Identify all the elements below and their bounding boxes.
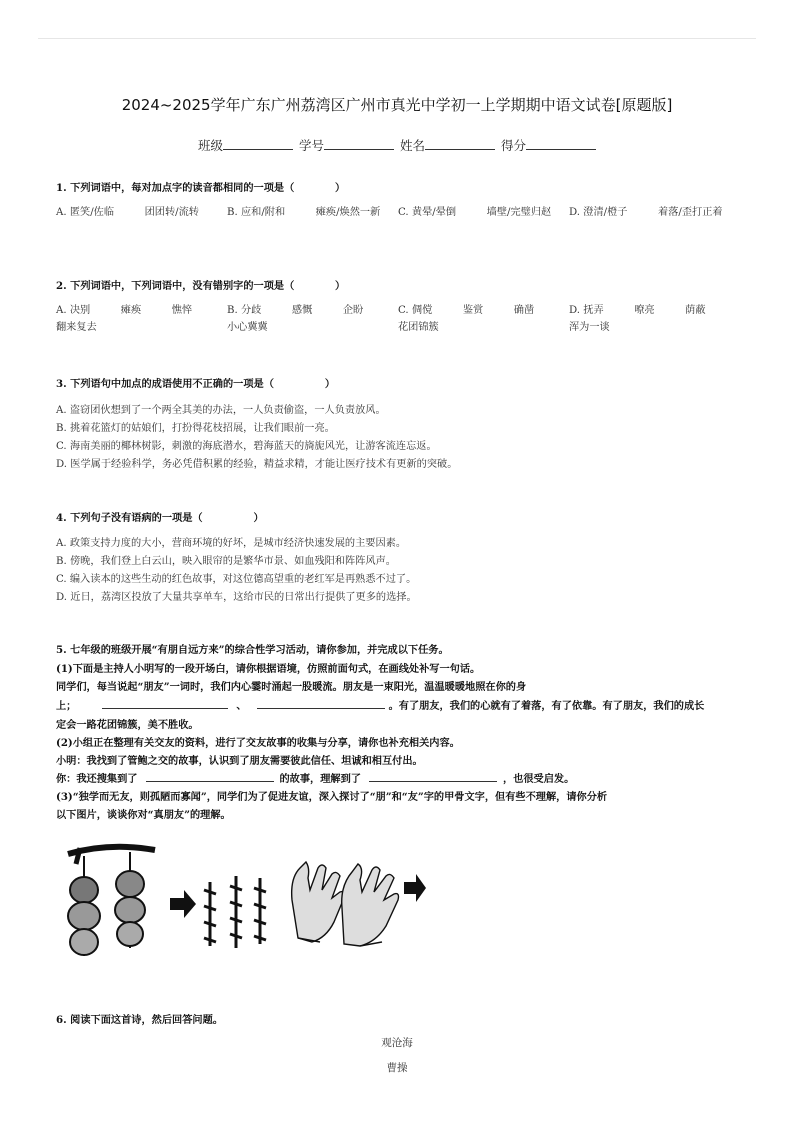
q1-option-c[interactable]: C. 黄晕/晕倒 墙壁/完璧归赵 — [398, 207, 552, 218]
q5-blank-3[interactable] — [146, 772, 274, 782]
q4-option-b[interactable]: B. 傍晚，我们登上白云山，映入眼帘的是繁华市景、如血残阳和阵阵风声。 — [56, 556, 396, 567]
q5-part-3: (3)“独学而无友，则孤陋而寡闻”，同学们为了促进友谊，深入探讨了“朋”和“友”字的甲骨文字，但有些不理解，请你分析 — [56, 791, 608, 803]
question-1-options — [56, 204, 756, 221]
question-6-stem: 6. 阅读下面这首诗，然后回答问题。 — [56, 1014, 223, 1026]
top-divider — [38, 38, 756, 39]
q5-part-2: (2)小组正在整理有关交友的资料，进行了交友故事的收集与分享，请你也补充相关内容。 — [56, 737, 460, 749]
q2-option-a[interactable]: A. 决别 瘫痪 憔悴 翻来复去 — [56, 305, 223, 333]
q1-option-a[interactable]: A. 匿笑/佐临 团团转/流转 — [56, 207, 199, 218]
q4-option-a[interactable]: A. 政策支持力度的大小，营商环境的好坏，是城市经济快速发展的主要因素。 — [56, 538, 407, 549]
question-2-options — [56, 302, 756, 336]
name-blank[interactable] — [425, 139, 495, 150]
q2-option-c[interactable]: C. 倜傥 鉴赏 确凿 花团锦簇 — [398, 305, 565, 333]
name-label: 姓名 — [399, 138, 425, 153]
q3-option-b[interactable]: B. 挑着花篮灯的姑娘们，打扮得花枝招展，让我们眼前一亮。 — [56, 423, 335, 434]
oracle-bone-figures — [60, 838, 440, 966]
q5-part-2-text-a: 小明：我找到了管鲍之交的故事，认识到了朋友需要彼此信任、坦诚和相互付出。 — [56, 755, 423, 767]
name-field[interactable] — [400, 136, 495, 154]
q5-part-1: (1)下面是主持人小明写的一段开场白，请你根据语境，仿照前面句式，在画线处补写一句话。 — [56, 663, 481, 675]
q2-option-d[interactable]: D. 抚弄 嘹亮 荫蔽 浑为一谈 — [569, 305, 737, 333]
q4-option-c[interactable]: C. 编入读本的这些生动的红色故事，对这位德高望重的老红军是再熟悉不过了。 — [56, 574, 417, 585]
question-2-stem: 2. 下列词语中，下列词语中，没有错别字的一项是（ ） — [56, 280, 346, 292]
q5-part-1-text-b — [56, 697, 704, 712]
student-id-field[interactable] — [299, 136, 394, 154]
q5-text-b-pre: 上； — [56, 700, 77, 712]
peng-shells-pictograph — [68, 847, 155, 956]
class-field[interactable] — [198, 136, 293, 154]
score-blank[interactable] — [526, 139, 596, 150]
q5-text-2b-post: ，也很受启发。 — [503, 773, 575, 785]
q2-option-b[interactable]: B. 分歧 感慨 企盼 小心冀冀 — [227, 305, 394, 333]
question-3-stem: 3. 下列语句中加点的成语使用不正确的一项是（ ） — [56, 378, 336, 390]
arrow-right-icon — [170, 890, 196, 918]
student-id-label: 学号 — [298, 138, 324, 153]
q5-part-1-text-a: 同学们，每当说起“朋友”一词时，我们内心霎时涌起一股暖流。朋友是一束阳光，温温暖暖地照在你的身 — [56, 681, 527, 693]
two-hands-pictograph — [292, 862, 399, 946]
question-5-stem: 5. 七年级的班级开展“有朋自远方来”的综合性学习活动，请你参加，并完成以下任务。 — [56, 644, 449, 656]
q5-text-2b-pre: 你：我还搜集到了 — [56, 773, 138, 785]
class-blank[interactable] — [223, 139, 293, 150]
student-info-fields — [0, 136, 794, 154]
page-title: 2024~2025学年广东广州荔湾区广州市真光中学初一上学期期中语文试卷[原题版] — [121, 96, 673, 114]
arrow-right-icon — [404, 874, 426, 902]
student-id-blank[interactable] — [324, 139, 394, 150]
q5-blank-1[interactable] — [102, 699, 228, 709]
q5-part-3-text-b: 以下图片，谈谈你对“真朋友”的理解。 — [56, 809, 231, 821]
q5-text-b-post: 。有了朋友，我们的心就有了着落，有了依靠。有了朋友，我们的成长 — [388, 700, 705, 712]
q5-text-2b-mid: 的故事，理解到了 — [279, 773, 361, 785]
q5-text-b-mid: 、 — [236, 700, 247, 712]
q5-blank-2[interactable] — [257, 699, 385, 709]
poem-title: 观沧海 — [381, 1037, 413, 1049]
class-label: 班级 — [197, 138, 223, 153]
q4-option-d[interactable]: D. 近日，荔湾区投放了大量共享单车，这给市民的日常出行提供了更多的选择。 — [56, 592, 417, 603]
score-label: 得分 — [500, 138, 526, 153]
q5-part-2-text-b — [56, 770, 574, 785]
q3-option-a[interactable]: A. 盗窃团伙想到了一个两全其美的办法，一人负责偷盗，一人负责放风。 — [56, 405, 386, 416]
q3-option-c[interactable]: C. 海南美丽的椰林树影，刺激的海底潜水，碧海蓝天的旖旎风光，让游客流连忘返。 — [56, 441, 437, 452]
q5-blank-4[interactable] — [369, 772, 497, 782]
q1-option-d[interactable]: D. 澄清/橙子 着落/歪打正着 — [569, 207, 723, 218]
question-4-stem: 4. 下列句子没有语病的一项是（ ） — [56, 512, 264, 524]
q3-option-d[interactable]: D. 医学属于经验科学，务必凭借积累的经验，精益求精，才能让医疗技术有更新的突破。 — [56, 459, 458, 470]
poem-author: 曹操 — [386, 1062, 408, 1074]
score-field[interactable] — [501, 136, 596, 154]
q5-part-1-text-c: 定会一路花团锦簇，美不胜收。 — [56, 719, 199, 731]
question-1-stem: 1. 下列词语中，每对加点字的读音都相同的一项是（ ） — [56, 182, 346, 194]
q1-option-b[interactable]: B. 应和/附和 瘫痪/焕然一新 — [227, 207, 381, 218]
peng-oracle-character — [204, 876, 266, 948]
